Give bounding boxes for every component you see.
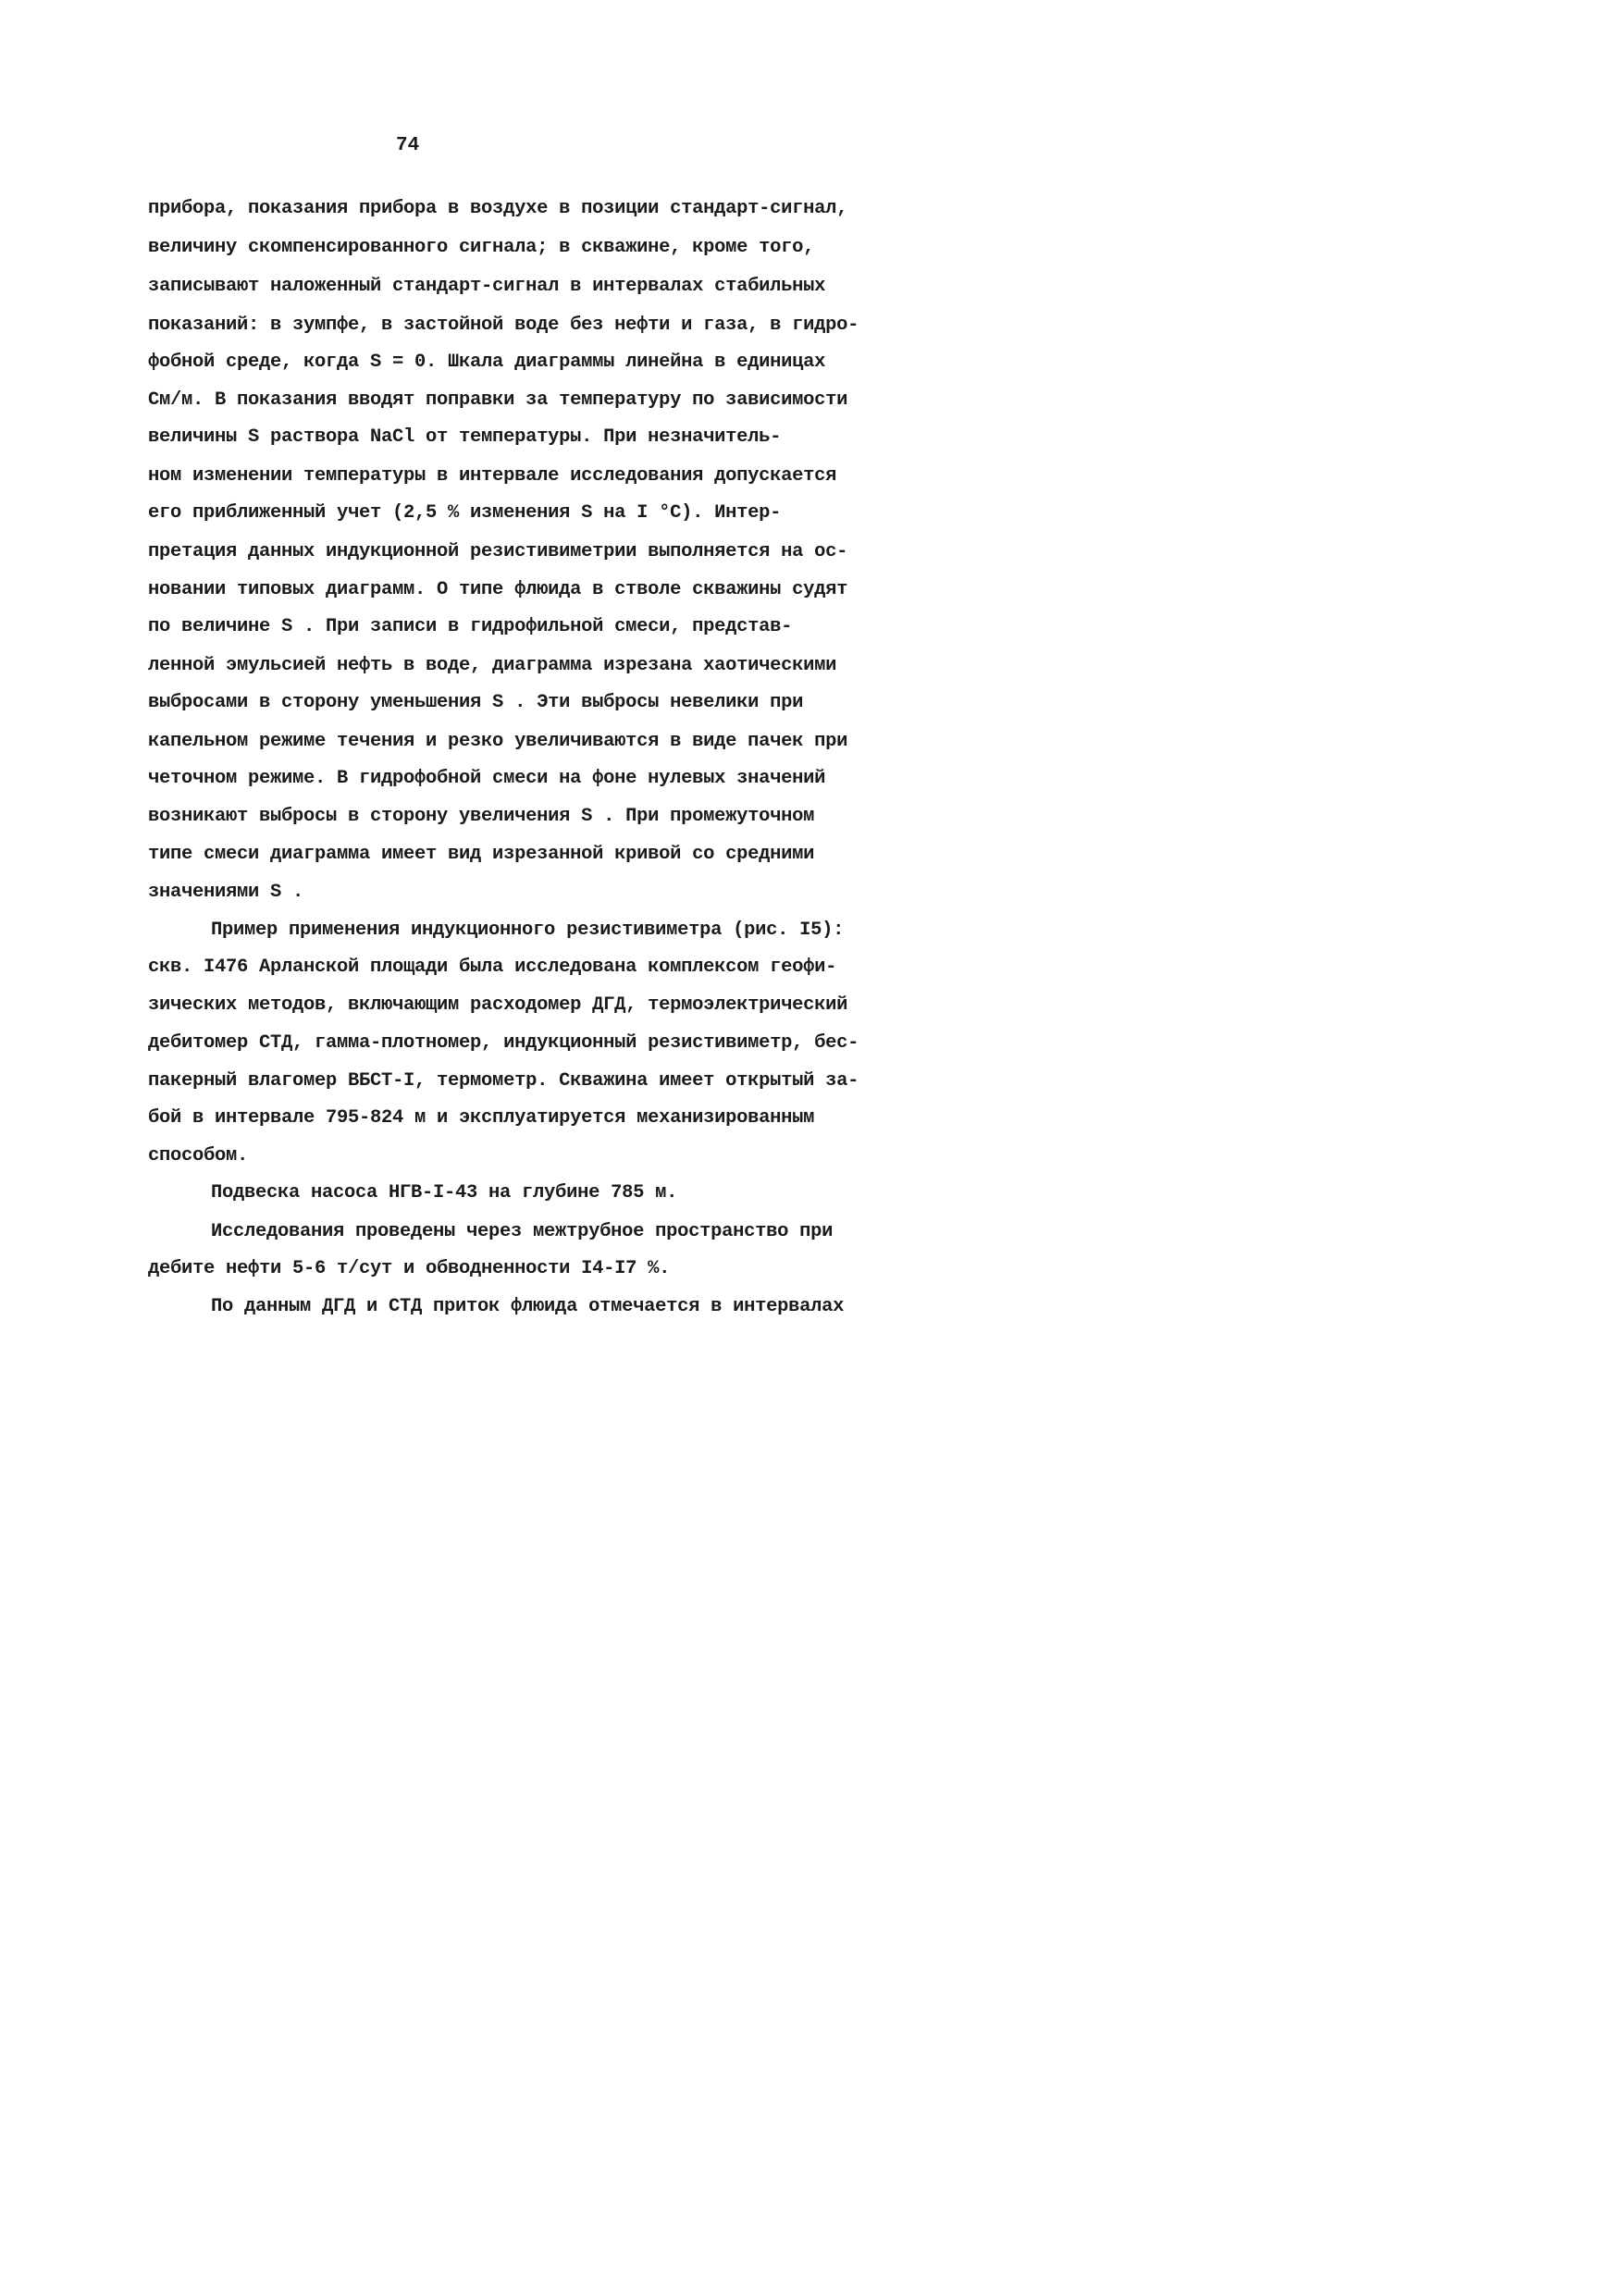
text-line: бой в интервале 795-824 м и эксплуатируется механизированным [148, 1107, 815, 1129]
text-line: претация данных индукционной резистивиметрии выполняется на ос- [148, 541, 848, 562]
text-line: Исследования проведены через межтрубное пространство при [211, 1221, 834, 1242]
text-line: величину скомпенсированного сигнала; в скважине, кроме того, [148, 237, 815, 258]
text-line: по величине S . При записи в гидрофильной смеси, представ- [148, 616, 793, 637]
text-line: скв. I476 Арланской площади была исследована комплексом геофи- [148, 957, 837, 978]
text-line: По данным ДГД и СТД приток флюида отмечается в интервалах [211, 1296, 845, 1317]
text-line: зических методов, включающим расходомер ДГД, термоэлектрический [148, 994, 848, 1016]
text-line: выбросами в сторону уменьшения S . Эти выбросы невелики при [148, 692, 804, 713]
text-line: дебитомер СТД, гамма-плотномер, индукционный резистивиметр, бес- [148, 1032, 859, 1054]
text-line: Пример применения индукционного резистивиметра (рис. I5): [211, 920, 845, 941]
text-line: записывают наложенный стандарт-сигнал в интервалах стабильных [148, 276, 826, 297]
text-line: способом. [148, 1145, 249, 1167]
text-line: значениями S . [148, 882, 304, 903]
text-line: показаний: в зумпфе, в застойной воде без нефти и газа, в гидро- [148, 315, 859, 336]
text-line: типе смеси диаграмма имеет вид изрезанной кривой со средними [148, 844, 815, 865]
text-line: пакерный влагомер ВБСТ-I, термометр. Скважина имеет открытый за- [148, 1070, 859, 1092]
text-line: ленной эмульсией нефть в воде, диаграмма изрезана хаотическими [148, 655, 837, 676]
text-line: возникают выбросы в сторону увеличения S . При промежуточном [148, 806, 815, 827]
text-line: прибора, показания прибора в воздухе в позиции стандарт-сигнал, [148, 198, 848, 219]
text-line: четочном режиме. В гидрофобной смеси на фоне нулевых значений [148, 768, 826, 789]
text-line: фобной среде, когда S = 0. Шкала диаграммы линейна в единицах [148, 352, 826, 373]
text-line: его приближенный учет (2,5 % изменения S на I °С). Интер- [148, 502, 782, 524]
text-line: капельном режиме течения и резко увеличиваются в виде пачек при [148, 731, 848, 752]
text-line: новании типовых диаграмм. О типе флюида в стволе скважины судят [148, 579, 848, 600]
text-line: дебите нефти 5-6 т/сут и обводненности I4-I7 %. [148, 1258, 671, 1279]
page-number: 74 [396, 135, 420, 156]
text-line: ном изменении температуры в интервале исследования допускается [148, 465, 837, 487]
text-line: Подвеска насоса НГВ-I-43 на глубине 785 м. [211, 1182, 678, 1204]
text-line: См/м. В показания вводят поправки за температуру по зависимости [148, 389, 848, 411]
text-line: величины S раствора NaCl от температуры. При незначитель- [148, 426, 782, 448]
